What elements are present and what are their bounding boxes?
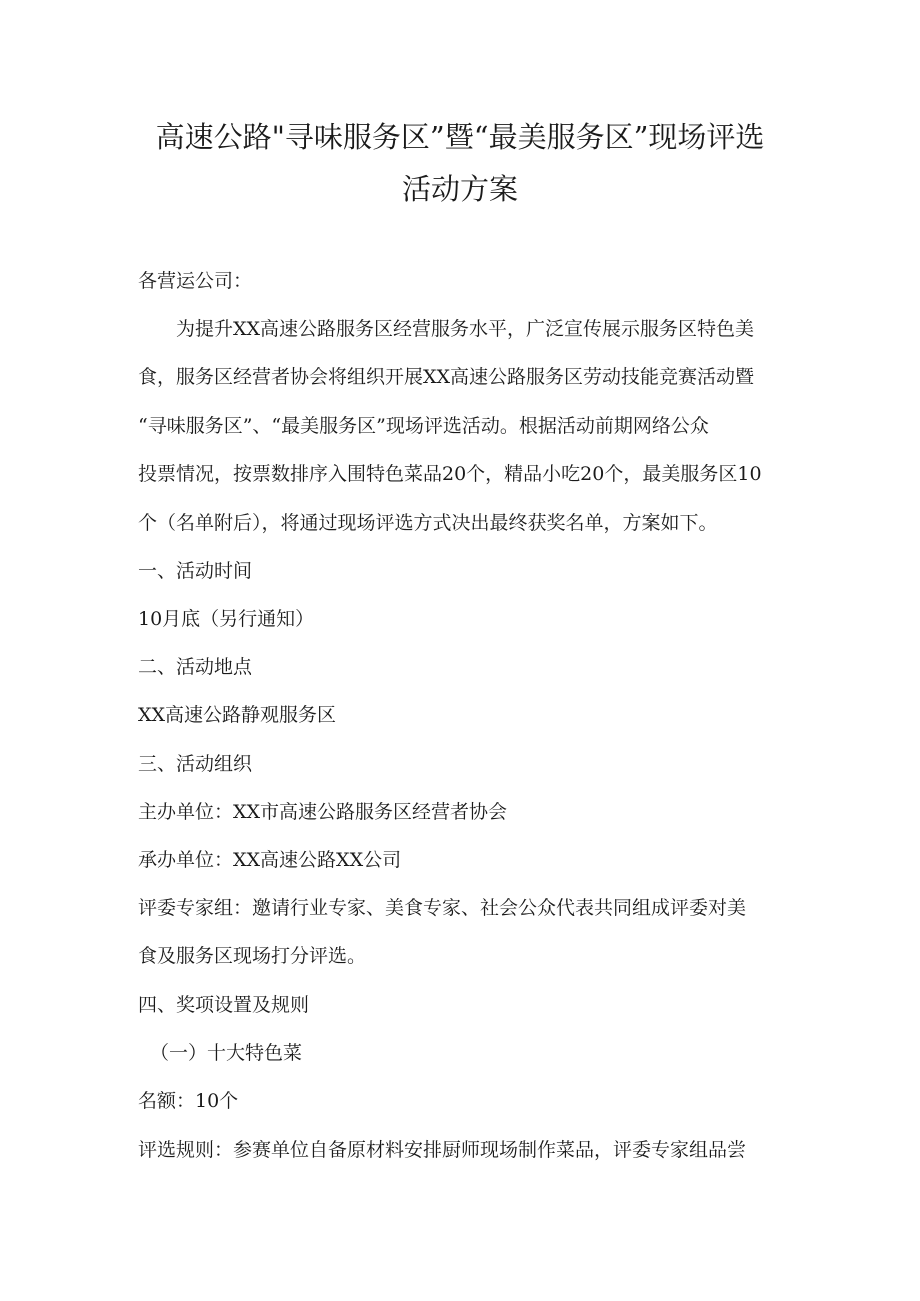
- salutation: 各营运公司：: [138, 270, 253, 292]
- intro-paragraph-line: 食，服务区经营者协会将组织开展XX高速公路服务区劳动技能竞赛活动暨: [138, 366, 755, 388]
- activity-time: 10月底（另行通知）: [138, 608, 315, 630]
- judges-line: 评委专家组：邀请行业专家、美食专家、社会公众代表共同组成评委对美: [138, 897, 747, 919]
- award-quota: 名额：10个: [138, 1090, 239, 1112]
- selection-rules: 评选规则：参赛单位自备原材料安排厨师现场制作菜品，评委专家组品尝: [138, 1139, 747, 1161]
- intro-paragraph-line: 个（名单附后），将通过现场评选方式决出最终获奖名单，方案如下。: [138, 512, 718, 534]
- intro-paragraph-line: “寻味服务区”、“最美服务区”现场评选活动。根据活动前期网络公众: [138, 415, 709, 437]
- section-heading-awards: 四、奖项设置及规则: [138, 994, 310, 1016]
- intro-paragraph-line: 为提升XX高速公路服务区经营服务水平，广泛宣传展示服务区特色美: [176, 318, 755, 340]
- section-heading-time: 一、活动时间: [138, 560, 253, 582]
- intro-paragraph-line: 投票情况，按票数排序入围特色菜品20个，精品小吃20个，最美服务区10: [138, 463, 762, 485]
- organizer: 主办单位：XX市高速公路服务区经营者协会: [138, 801, 508, 823]
- subheading-featured-dishes: （一）十大特色菜: [150, 1042, 303, 1064]
- activity-location: XX高速公路静观服务区: [138, 704, 337, 726]
- section-heading-location: 二、活动地点: [138, 656, 253, 678]
- undertaker: 承办单位：XX高速公路XX公司: [138, 849, 402, 871]
- judges-line: 食及服务区现场打分评选。: [138, 945, 367, 967]
- section-heading-organization: 三、活动组织: [138, 753, 253, 775]
- document-title-line-2: 活动方案: [401, 172, 518, 206]
- document-title-line-1: 高速公路"寻味服务区”暨“最美服务区”现场评选: [155, 120, 765, 154]
